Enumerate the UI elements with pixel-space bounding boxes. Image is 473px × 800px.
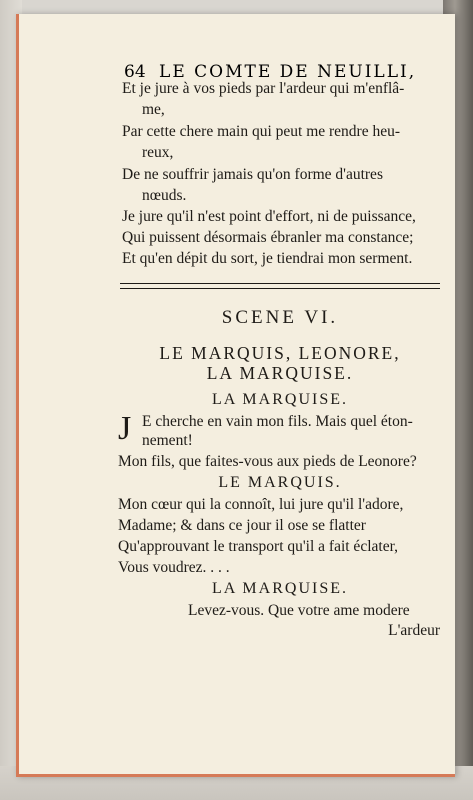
speech-line: Mon fils, que faites-vous aux pieds de Leonore?	[118, 453, 417, 470]
speech-line: Levez-vous. Que votre ame modere	[188, 602, 410, 619]
speech-line: Qu'approuvant le transport qu'il a fait éclater,	[118, 538, 398, 555]
catchword: L'ardeur	[388, 622, 440, 639]
speech-line: Madame; & dans ce jour il ose se flatter	[118, 517, 366, 534]
verse-line: me,	[142, 101, 165, 118]
speech-line: Mon cœur qui la connoît, lui jure qu'il l'adore,	[118, 496, 404, 513]
page-number: 64	[124, 62, 146, 82]
running-head	[124, 62, 416, 82]
characters-line: LE MARQUIS, LEONORE,	[159, 343, 401, 363]
verse-line: Et je jure à vos pieds par l'ardeur qui m'enflâ-	[122, 80, 405, 97]
scene-heading: SCENE VI.	[221, 307, 339, 328]
speaker-name: LA MARQUISE.	[211, 580, 348, 597]
verse-line: Je jure qu'il n'est point d'effort, ni de puissance,	[122, 208, 416, 225]
speech-line: Vous voudrez. . . .	[118, 559, 230, 576]
verse-line: reux,	[142, 144, 174, 161]
speech-line: E cherche en vain mon fils. Mais quel éton-	[142, 413, 413, 430]
characters-line: LA MARQUISE.	[206, 363, 354, 383]
speaker-name: LE MARQUIS.	[218, 474, 342, 491]
double-rule-divider	[120, 283, 440, 289]
verse-line: Qui puissent désormais ébranler ma constance;	[122, 229, 414, 246]
speaker-name: LA MARQUISE.	[211, 391, 348, 408]
speech-line: nement!	[142, 432, 193, 449]
verse-line: Et qu'en dépit du sort, je tiendrai mon serment.	[122, 250, 413, 267]
verse-line: Par cette chere main qui peut me rendre heu-	[122, 123, 401, 140]
verse-line: nœuds.	[142, 187, 187, 204]
drop-cap: J	[118, 410, 132, 447]
verse-line: De ne souffrir jamais qu'on forme d'autres	[122, 166, 383, 183]
running-title: LE COMTE DE NEUILLI,	[159, 62, 417, 82]
